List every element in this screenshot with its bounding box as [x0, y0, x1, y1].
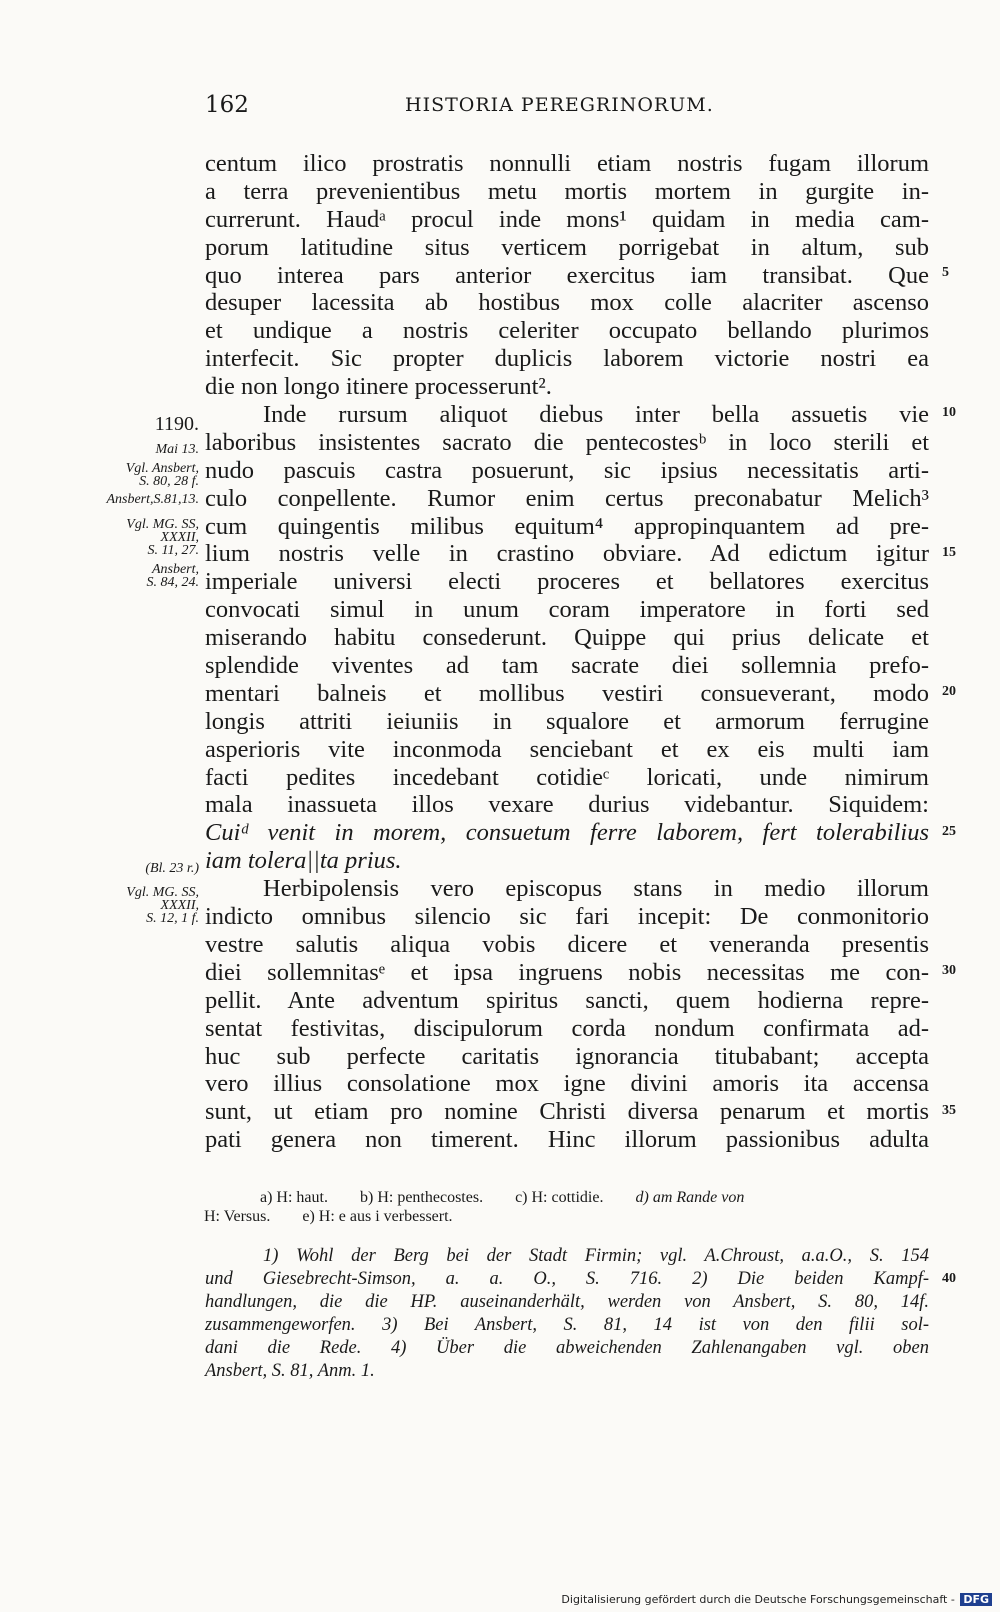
text-line: asperioris vite inconmoda senciebant et ex eis multi iam: [205, 735, 929, 763]
text-line: longis attriti ieiuniis in squalore et armorum ferrugine: [205, 707, 929, 735]
footer-text: Digitalisierung gefördert durch die Deutsche Forschungsgemeinschaft -: [561, 1593, 955, 1606]
text-line: Inde rursum aliquot diebus inter bella assuetis vie: [263, 401, 929, 429]
text-line: facti pedites incedebant cotidieᶜ loricati, unde nimirum: [205, 763, 929, 791]
text-line: die non longo itinere processerunt².: [205, 373, 552, 401]
margin-note: (Bl. 23 r.): [145, 861, 199, 876]
main-text: [205, 150, 929, 1154]
text-line: a terra prevenientibus metu mortis mortem in gurgite in-: [205, 177, 929, 205]
margin-note: S. 12, 1 f.: [146, 911, 199, 926]
page-header: [205, 92, 933, 126]
verse-line: iam tolera||ta prius.: [205, 847, 402, 875]
text-line: vero illius consolatione mox igne divini amoris ita accensa: [205, 1070, 929, 1098]
text-line: et undique a nostris celeriter occupato bellando plurimos: [205, 317, 929, 345]
margin-note: Vgl. MG. SS,: [126, 885, 199, 900]
variant-note: c) H: cottidie.: [515, 1189, 604, 1206]
margin-note: XXXII,: [160, 898, 199, 913]
variant-note: e) H: e aus i verbessert.: [302, 1208, 453, 1225]
text-line: currerunt. Haudᵃ procul inde mons¹ quidam in media cam-: [205, 205, 929, 233]
footnote-line: und Giesebrecht-Simson, a. a. O., S. 716. 2) Die beiden Kampf-: [205, 1269, 929, 1289]
line-number: 25: [942, 824, 956, 839]
line-number: 35: [942, 1103, 956, 1118]
text-line: centum ilico prostratis nonnulli etiam nostris fugam illorum: [205, 150, 929, 177]
text-line: splendide viventes ad tam sacrate diei sollemnia prefo-: [205, 652, 929, 680]
text-line: nudo pascuis castra posuerunt, sic ipsius necessitatis arti-: [205, 456, 929, 484]
line-number: 40: [942, 1271, 956, 1286]
page-number: 162: [205, 92, 249, 118]
footnote-line: Ansbert, S. 81, Anm. 1.: [205, 1361, 375, 1381]
margin-note: S. 11, 27.: [147, 543, 199, 558]
text-line: mentari balneis et mollibus vestiri consueverant, modo: [205, 679, 929, 707]
text-line: miserando habitu consederunt. Quippe qui prius delicate et: [205, 624, 929, 652]
margin-note: Vgl. Ansbert,: [125, 461, 199, 476]
text-line: sentat festivitas, discipulorum corda nondum confirmata ad-: [205, 1014, 929, 1042]
text-line: huc sub perfecte caritatis ignorancia titubabant; accepta: [205, 1042, 929, 1070]
footnote-line: dani die Rede. 4) Über die abweichenden Zahlenangaben vgl. oben: [205, 1338, 929, 1358]
footnotes: [205, 1245, 929, 1383]
running-head: HISTORIA PEREGRINORUM.: [405, 94, 714, 116]
margin-note: Vgl. MG. SS,: [126, 517, 199, 532]
text-line: sunt, ut etiam pro nomine Christi diversa penarum et mortis: [205, 1098, 929, 1126]
text-line: indicto omnibus silencio sic fari incepit: De conmonitorio: [205, 903, 929, 931]
variant-note: H: Versus.: [204, 1208, 271, 1225]
text-line: lium nostris velle in crastino obviare. Ad edictum igitur: [205, 540, 929, 568]
variant-note: b) H: penthecostes.: [359, 1189, 484, 1206]
text-line: porum latitudine situs verticem porrigebat in altum, sub: [205, 233, 929, 261]
margin-note: Ansbert,S.81,13.: [106, 492, 199, 507]
text-line: desuper lacessita ab hostibus mox colle alacriter ascenso: [205, 289, 929, 317]
text-line: culo conpellente. Rumor enim certus preconabatur Melich³: [205, 484, 929, 512]
margin-note: S. 80, 28 f.: [139, 474, 199, 489]
margin-note: XXXII,: [160, 530, 199, 545]
footnote-line: zusammengeworfen. 3) Bei Ansbert, S. 81, 14 ist von den filii sol-: [205, 1315, 929, 1335]
line-number: 5: [942, 265, 949, 280]
text-line: mala inassueta illos vexare durius videbantur. Siquidem:: [205, 791, 929, 819]
variant-notes: [204, 1188, 930, 1226]
text-line: imperiale universi electi proceres et bellatores exercitus: [205, 568, 929, 596]
footnote-line: handlungen, die die HP. auseinanderhält, werden von Ansbert, S. 80, 14f.: [205, 1292, 929, 1312]
margin-note: Ansbert,: [151, 562, 199, 577]
footnote-line: 1) Wohl der Berg bei der Stadt Firmin; vgl. A.Chroust, a.a.O., S. 154: [263, 1246, 929, 1266]
variant-note: a) H: haut.: [260, 1189, 328, 1206]
text-line: quo interea pars anterior exercitus iam transibat. Que: [205, 261, 929, 289]
text-line: convocati simul in unum coram imperatore in forti sed: [205, 596, 929, 624]
text-line: vestre salutis aliqua vobis dicere et veneranda presentis: [205, 930, 929, 958]
digitization-footer: [561, 1593, 992, 1606]
line-number: 20: [942, 684, 956, 699]
text-line: pati genera non timerent. Hinc illorum passionibus adulta: [205, 1126, 929, 1154]
text-line: pellit. Ante adventum spiritus sancti, quem hodierna repre-: [205, 986, 929, 1014]
margin-note: S. 84, 24.: [146, 575, 199, 590]
verse-line: Cuiᵈ venit in morem, consuetum ferre laborem, fert tolerabilius: [205, 819, 929, 847]
dfg-logo: DFG: [960, 1593, 992, 1606]
text-line: cum quingentis milibus equitum⁴ appropinquantem ad pre-: [205, 512, 929, 540]
margin-date: Mai 13.: [155, 442, 199, 457]
margin-year: 1190.: [154, 413, 199, 435]
text-line: diei sollemnitasᵉ et ipsa ingruens nobis necessitas me con-: [205, 958, 929, 986]
line-number: 15: [942, 545, 956, 560]
text-line: laboribus insistentes sacrato die pentecostesᵇ in loco sterili et: [205, 428, 929, 456]
text-line: Herbipolensis vero episcopus stans in medio illorum: [263, 875, 929, 903]
line-number: 30: [942, 963, 956, 978]
line-number: 10: [942, 405, 956, 420]
text-line: interfecit. Sic propter duplicis laborem victorie nostri ea: [205, 345, 929, 373]
variant-note: d) am Rande von: [635, 1189, 745, 1206]
